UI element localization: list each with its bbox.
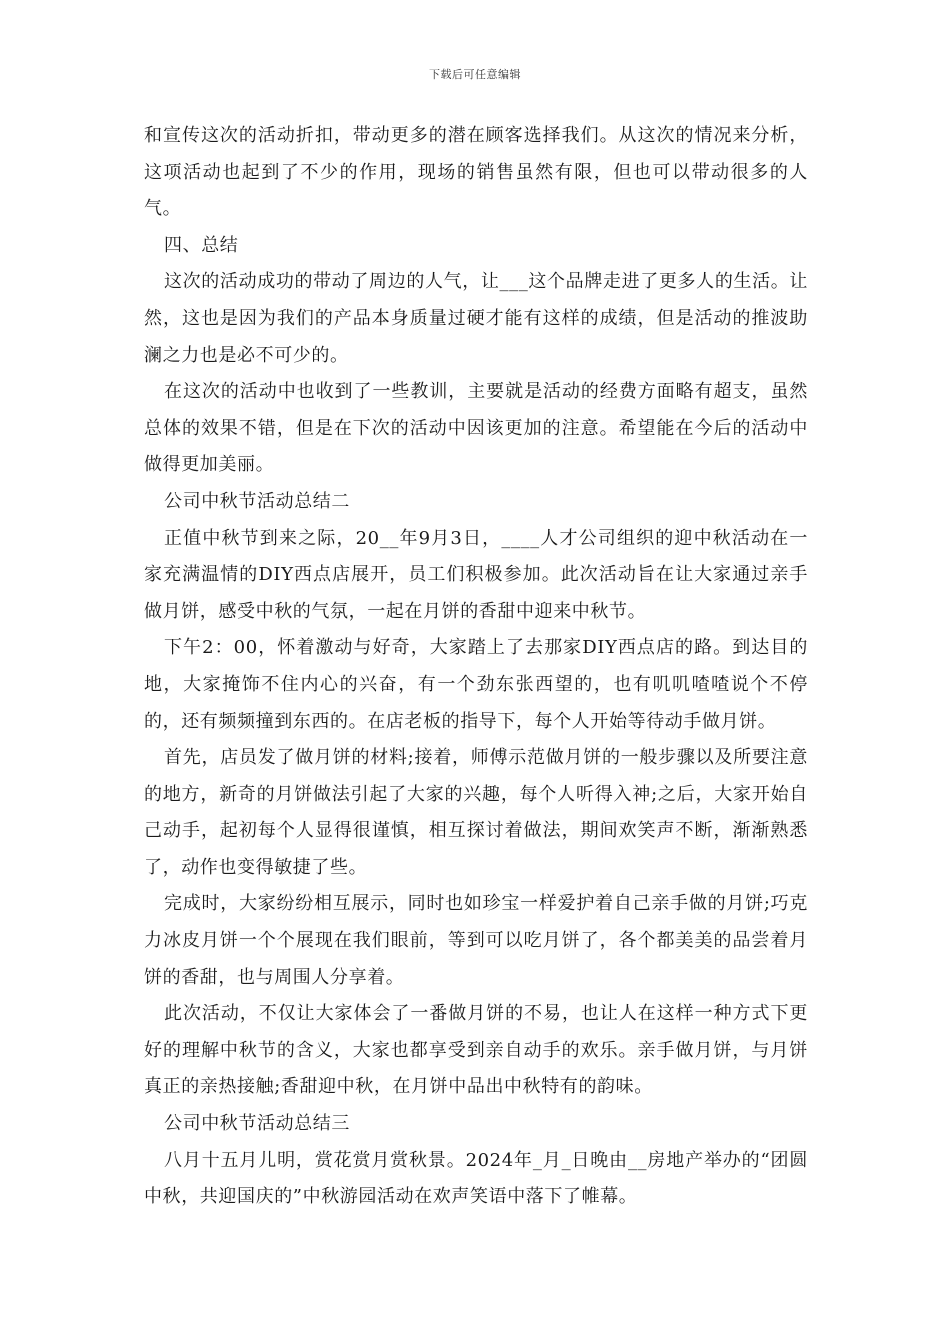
paragraph-garden-event: 八月十五月儿明，赏花赏月赏秋景。2024年_月_日晚由__房地产举办的“团圆中秋，共迎国庆的”中秋游园活动在欢声笑语中落下了帷幕。 [144, 1149, 808, 1208]
page-header: 下载后可任意编辑 [429, 68, 521, 81]
paragraph-afternoon-trip: 下午2：00，怀着激动与好奇，大家踏上了去那家DIY西点店的路。到达目的地，大家掩饰不住内心的兴奋，有一个劲东张西望的，也有叽叽喳喳说个不停的，还有频频撞到东西的。在店老板的指导下，每个人开始等待动手做月饼。 [144, 637, 808, 732]
section-heading-summary-three: 公司中秋节活动总结三 [164, 1113, 350, 1135]
paragraph-summary-lessons: 在这次的活动中也收到了一些教训，主要就是活动的经费方面略有超支，虽然总体的效果不错，但是在下次的活动中因该更加的注意。希望能在今后的活动中做得更加美丽。 [144, 381, 808, 476]
paragraph-activity-effect: 和宣传这次的活动折扣，带动更多的潜在顾客选择我们。从这次的情况来分析，这项活动也起到了不少的作用，现场的销售虽然有限，但也可以带动很多的人气。 [144, 125, 808, 220]
section-heading-summary-two: 公司中秋节活动总结二 [164, 490, 350, 512]
paragraph-completion: 完成时，大家纷纷相互展示，同时也如珍宝一样爱护着自己亲手做的月饼;巧克力冰皮月饼一个个展现在我们眼前，等到可以吃月饼了，各个都美美的品尝着月饼的香甜，也与周围人分享着。 [144, 893, 808, 988]
paragraph-mid-autumn-intro: 正值中秋节到来之际，20__年9月3日，____人才公司组织的迎中秋活动在一家充满温情的DIY西点店展开，员工们积极参加。此次活动旨在让大家通过亲手做月饼，感受中秋的气氛，一起在月饼的香甜中迎来中秋节。 [144, 527, 808, 622]
paragraph-making-process: 首先，店员发了做月饼的材料;接着，师傅示范做月饼的一般步骤以及所要注意的地方，新奇的月饼做法引起了大家的兴趣，每个人听得入神;之后，大家开始自己动手，起初每个人显得很谨慎，相互探讨着做法，期间欢笑声不断，渐渐熟悉了，动作也变得敏捷了些。 [144, 747, 808, 878]
paragraph-summary-success: 这次的活动成功的带动了周边的人气，让___这个品牌走进了更多人的生活。让然，这也是因为我们的产品本身质量过硬才能有这样的成绩，但是活动的推波助澜之力也是必不可少的。 [144, 271, 808, 366]
paragraph-reflection: 此次活动，不仅让大家体会了一番做月饼的不易，也让人在这样一种方式下更好的理解中秋节的含义，大家也都享受到亲自动手的欢乐。亲手做月饼，与月饼真正的亲热接触;香甜迎中秋，在月饼中品出中秋特有的韵味。 [144, 1003, 808, 1098]
section-heading-summary: 四、总结 [164, 234, 239, 256]
document-body [144, 118, 808, 1216]
